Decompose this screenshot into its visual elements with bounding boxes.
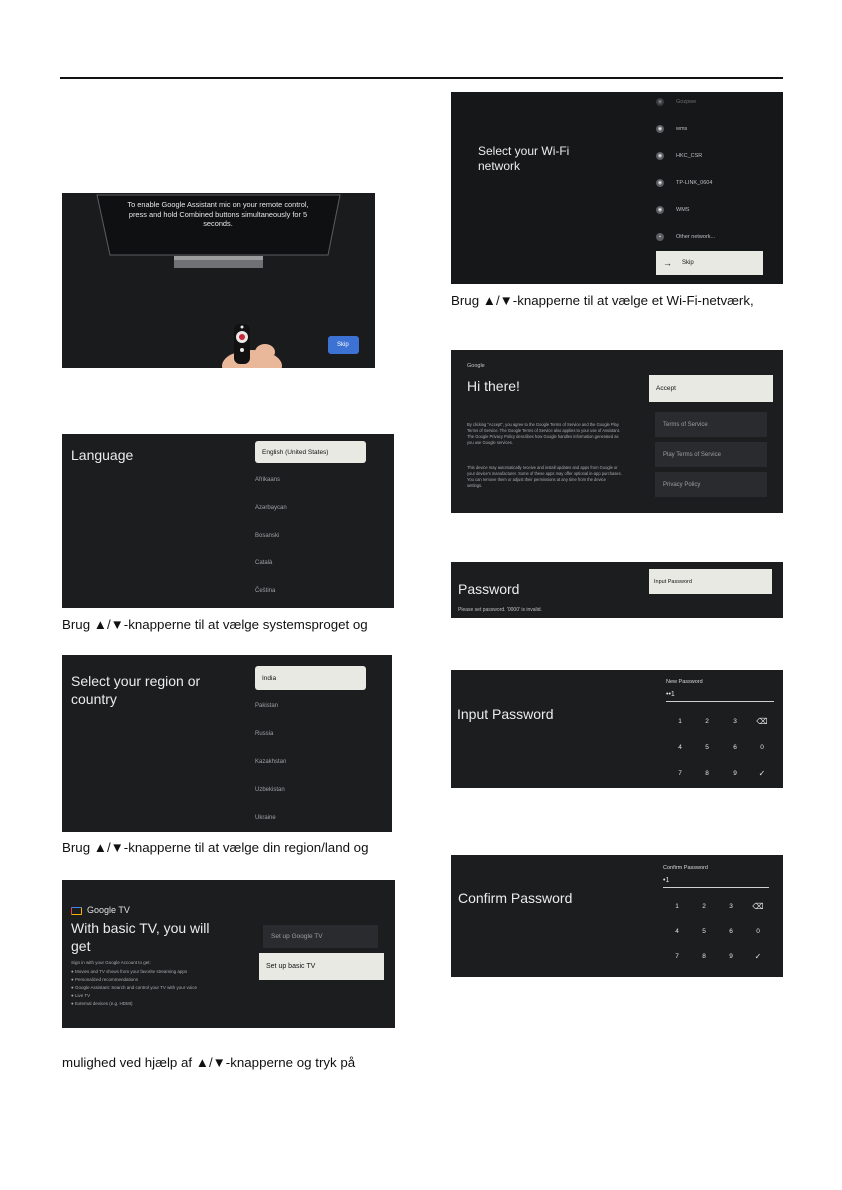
keypad-key-3[interactable]: 3 <box>729 903 733 910</box>
benefit-item: ● Live TV <box>71 993 91 998</box>
network-name: Other network... <box>676 234 716 240</box>
keypad-key-9[interactable]: 9 <box>729 953 733 960</box>
benefit-item: ● External devices (e.g. HDMI) <box>71 1001 133 1006</box>
wifi-icon: ◉ <box>657 126 663 132</box>
wifi-network-item[interactable] <box>656 125 687 133</box>
brand-label: Google <box>467 363 485 369</box>
wifi-icon: ◉ <box>657 99 663 105</box>
page-title: Language <box>71 447 134 463</box>
network-name: Gozpwe <box>676 99 697 105</box>
wifi-icon: ◉ <box>657 180 663 186</box>
input-password-button[interactable]: Input Password <box>649 569 772 594</box>
page-title: Hi there! <box>467 378 520 394</box>
page-title: Password <box>458 581 520 597</box>
region-option[interactable]: Uzbekistan <box>255 787 285 793</box>
region-screen <box>62 655 392 832</box>
setup-basic-tv-option[interactable]: Set up basic TV <box>259 953 384 980</box>
benefit-item: ● Movies and TV shows from your favorite streaming apps <box>71 969 188 974</box>
benefit-text: Personalized recommendations <box>74 977 139 982</box>
keypad-key-6[interactable]: 6 <box>729 928 733 935</box>
benefit-text: Google Assistant: Search and control your TV with your voice <box>74 985 197 990</box>
skip-label: Skip <box>682 260 694 266</box>
assistant-message: To enable Google Assistant mic on your remote control, press and hold Combined buttons simultaneously for 5 seconds. <box>127 200 309 229</box>
keypad-key-6[interactable]: 6 <box>733 744 737 751</box>
benefit-text: Movies and TV shows from your favorite streaming apps <box>74 969 188 974</box>
keypad-key-8[interactable]: 8 <box>705 770 709 777</box>
benefit-text: External devices (e.g. HDMI) <box>74 1001 133 1006</box>
header-rule <box>60 77 783 79</box>
benefit-item: ● Personalized recommendations <box>71 977 139 982</box>
terms-of-service-button[interactable]: Terms of Service <box>655 412 767 437</box>
add-icon: + <box>656 233 664 241</box>
arrow-right-icon: → <box>663 258 672 268</box>
password-field[interactable]: ••1 <box>666 691 774 702</box>
terms-body-paragraph: This device may automatically receive and install updates and apps from Google or your device's manufacturer. Some of these apps may offer optional in-app purchases. You can remove them or adjust their permissions at any time from the device settings. <box>467 465 622 489</box>
language-option[interactable]: Afrikaans <box>255 477 281 483</box>
page-title: Select your Wi-Fi network <box>478 144 570 173</box>
keypad-key-9[interactable]: 9 <box>733 770 737 777</box>
keypad-key-4[interactable]: 4 <box>678 744 682 751</box>
page-title: With basic TV, you will get <box>71 920 210 954</box>
wifi-screen <box>451 92 783 284</box>
keypad-key-7[interactable]: 7 <box>675 953 679 960</box>
wifi-network-item[interactable] <box>656 98 696 106</box>
language-option-selected[interactable]: English (United States) <box>255 441 366 463</box>
field-label: Confirm Password <box>663 865 708 871</box>
google-tv-screen <box>62 880 395 1028</box>
caption-wifi: Brug ▲/▼-knapperne til at vælge et Wi-Fi-netværk, <box>451 293 754 308</box>
keypad-key-2[interactable]: 2 <box>702 903 706 910</box>
wifi-network-item[interactable] <box>656 233 715 241</box>
field-label: New Password <box>666 679 703 685</box>
keypad-key-0[interactable]: 0 <box>760 744 764 751</box>
keypad-key-5[interactable]: 5 <box>705 744 709 751</box>
keypad-key-2[interactable]: 2 <box>705 718 709 725</box>
wifi-network-item[interactable] <box>656 152 702 160</box>
page-title: Select your region or country <box>71 673 201 707</box>
password-field[interactable]: •1 <box>663 877 769 888</box>
password-screen <box>451 562 783 618</box>
keypad-key-7[interactable]: 7 <box>678 770 682 777</box>
page-title: Input Password <box>457 706 554 722</box>
accept-button[interactable]: Accept <box>649 375 773 402</box>
keypad-key-4[interactable]: 4 <box>675 928 679 935</box>
network-name: TP-LINK_0604 <box>676 180 713 186</box>
language-option[interactable]: Bosanski <box>255 533 280 539</box>
keypad-key-1[interactable]: 1 <box>678 718 682 725</box>
assistant-mic-screen <box>62 193 375 368</box>
input-password-screen <box>451 670 783 788</box>
region-option[interactable]: Kazakhstan <box>255 759 287 765</box>
keypad-key-1[interactable]: 1 <box>675 903 679 910</box>
setup-google-tv-option[interactable]: Set up Google TV <box>263 925 378 948</box>
wifi-network-item[interactable] <box>656 179 712 187</box>
terms-screen <box>451 350 783 513</box>
benefit-item: ● Google Assistant: Search and control your TV with your voice <box>71 985 197 990</box>
terms-body-paragraph: By clicking "Accept", you agree to the Google Terms of Service and the Google Play Terms of Service. The Google Terms of Service also applies to your use of Assistant. The Google Privacy Policy describes how Google handles information generated as you use Google services. <box>467 422 620 446</box>
keypad-key-5[interactable]: 5 <box>702 928 706 935</box>
backspace-icon[interactable]: ⌫ <box>752 902 764 911</box>
check-icon[interactable]: ✓ <box>758 769 766 778</box>
network-name: WMS <box>676 207 690 213</box>
wifi-network-item[interactable] <box>656 206 689 214</box>
caption-basic: mulighed ved hjælp af ▲/▼-knapperne og tryk på <box>62 1055 356 1070</box>
wifi-icon: ◉ <box>657 207 663 213</box>
keypad-key-0[interactable]: 0 <box>756 928 760 935</box>
skip-option[interactable] <box>656 251 763 275</box>
language-option[interactable]: Čeština <box>255 588 276 594</box>
brand-label: Google TV <box>87 905 130 915</box>
confirm-password-screen <box>451 855 783 977</box>
password-note: Please set password. '0000' is invalid. <box>458 607 542 613</box>
caption-language: Brug ▲/▼-knapperne til at vælge systemsproget og <box>62 617 368 632</box>
region-option-selected[interactable]: India <box>255 666 366 690</box>
check-icon[interactable]: ✓ <box>754 952 762 961</box>
region-option[interactable]: Ukraine <box>255 815 276 821</box>
language-option[interactable]: Azərbaycan <box>255 505 287 511</box>
network-name: HKC_CSR <box>676 153 703 159</box>
keypad-key-8[interactable]: 8 <box>702 953 706 960</box>
keypad-key-3[interactable]: 3 <box>733 718 737 725</box>
google-tv-logo-icon <box>71 907 82 915</box>
hand-remote-illustration <box>207 318 297 368</box>
network-name: wms <box>676 126 688 132</box>
caption-region: Brug ▲/▼-knapperne til at vælge din region/land og <box>62 840 369 855</box>
page-title: Confirm Password <box>458 890 573 906</box>
benefit-text: Live TV <box>74 993 91 998</box>
region-option[interactable]: Pakistan <box>255 703 279 709</box>
skip-button[interactable]: Skip <box>328 336 359 354</box>
play-terms-of-service-button[interactable]: Play Terms of Service <box>655 442 767 467</box>
privacy-policy-button[interactable]: Privacy Policy <box>655 472 767 497</box>
language-screen <box>62 434 394 608</box>
region-option[interactable]: Russia <box>255 731 274 737</box>
language-option[interactable]: Català <box>255 560 273 566</box>
backspace-icon[interactable]: ⌫ <box>756 717 768 726</box>
intro-text: Sign in with your Google Account to get: <box>71 960 151 965</box>
wifi-icon: ◉ <box>657 153 663 159</box>
